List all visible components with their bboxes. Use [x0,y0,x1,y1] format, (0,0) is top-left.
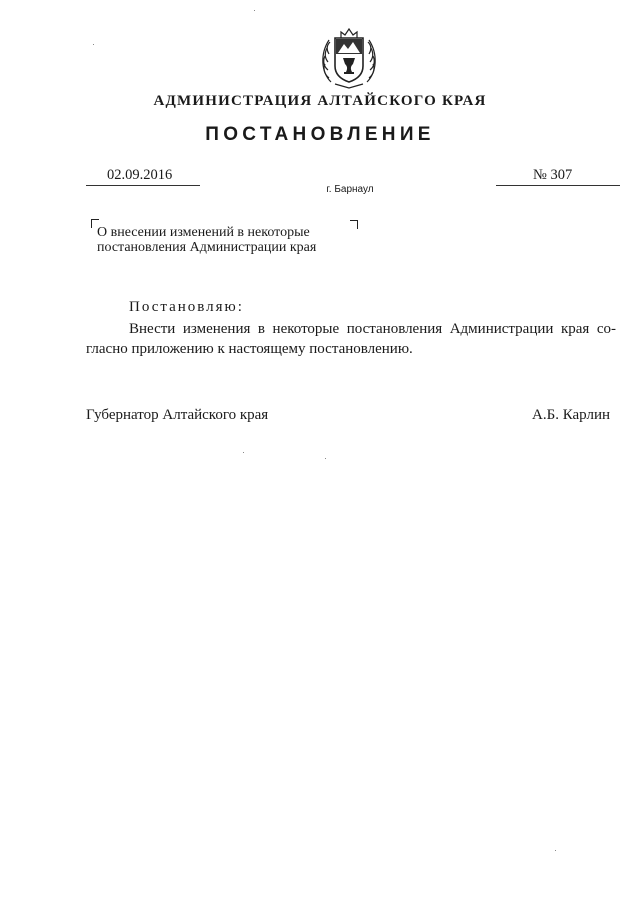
document-date: 02.09.2016 [107,167,173,183]
subject-line-1: О внесении изменений в некоторые [97,225,310,240]
altai-krai-coat-of-arms-icon [317,24,381,92]
scan-speck [93,44,94,45]
signer-title: Губернатор Алтайского края [86,407,269,423]
document-number: № 307 [533,167,573,183]
document-type-title: ПОСТАНОВЛЕНИЕ [205,124,435,145]
subject-line-2: постановления Администрации края [97,240,317,255]
scan-speck [254,10,255,11]
scan-speck [325,458,326,459]
city-label: г. Барнаул [326,184,374,195]
document-subject [97,225,397,255]
scan-speck [555,850,556,851]
signer-name: А.Б. Карлин [532,407,611,423]
decree-word: Постановляю: [129,299,244,315]
scan-speck [243,452,244,453]
body-paragraph: Внести изменения в некоторые постановления Администрации края со-гласно приложению к настоящему постановлению. [86,321,616,357]
organization-name: АДМИНИСТРАЦИЯ АЛТАЙСКОГО КРАЯ [153,93,487,109]
